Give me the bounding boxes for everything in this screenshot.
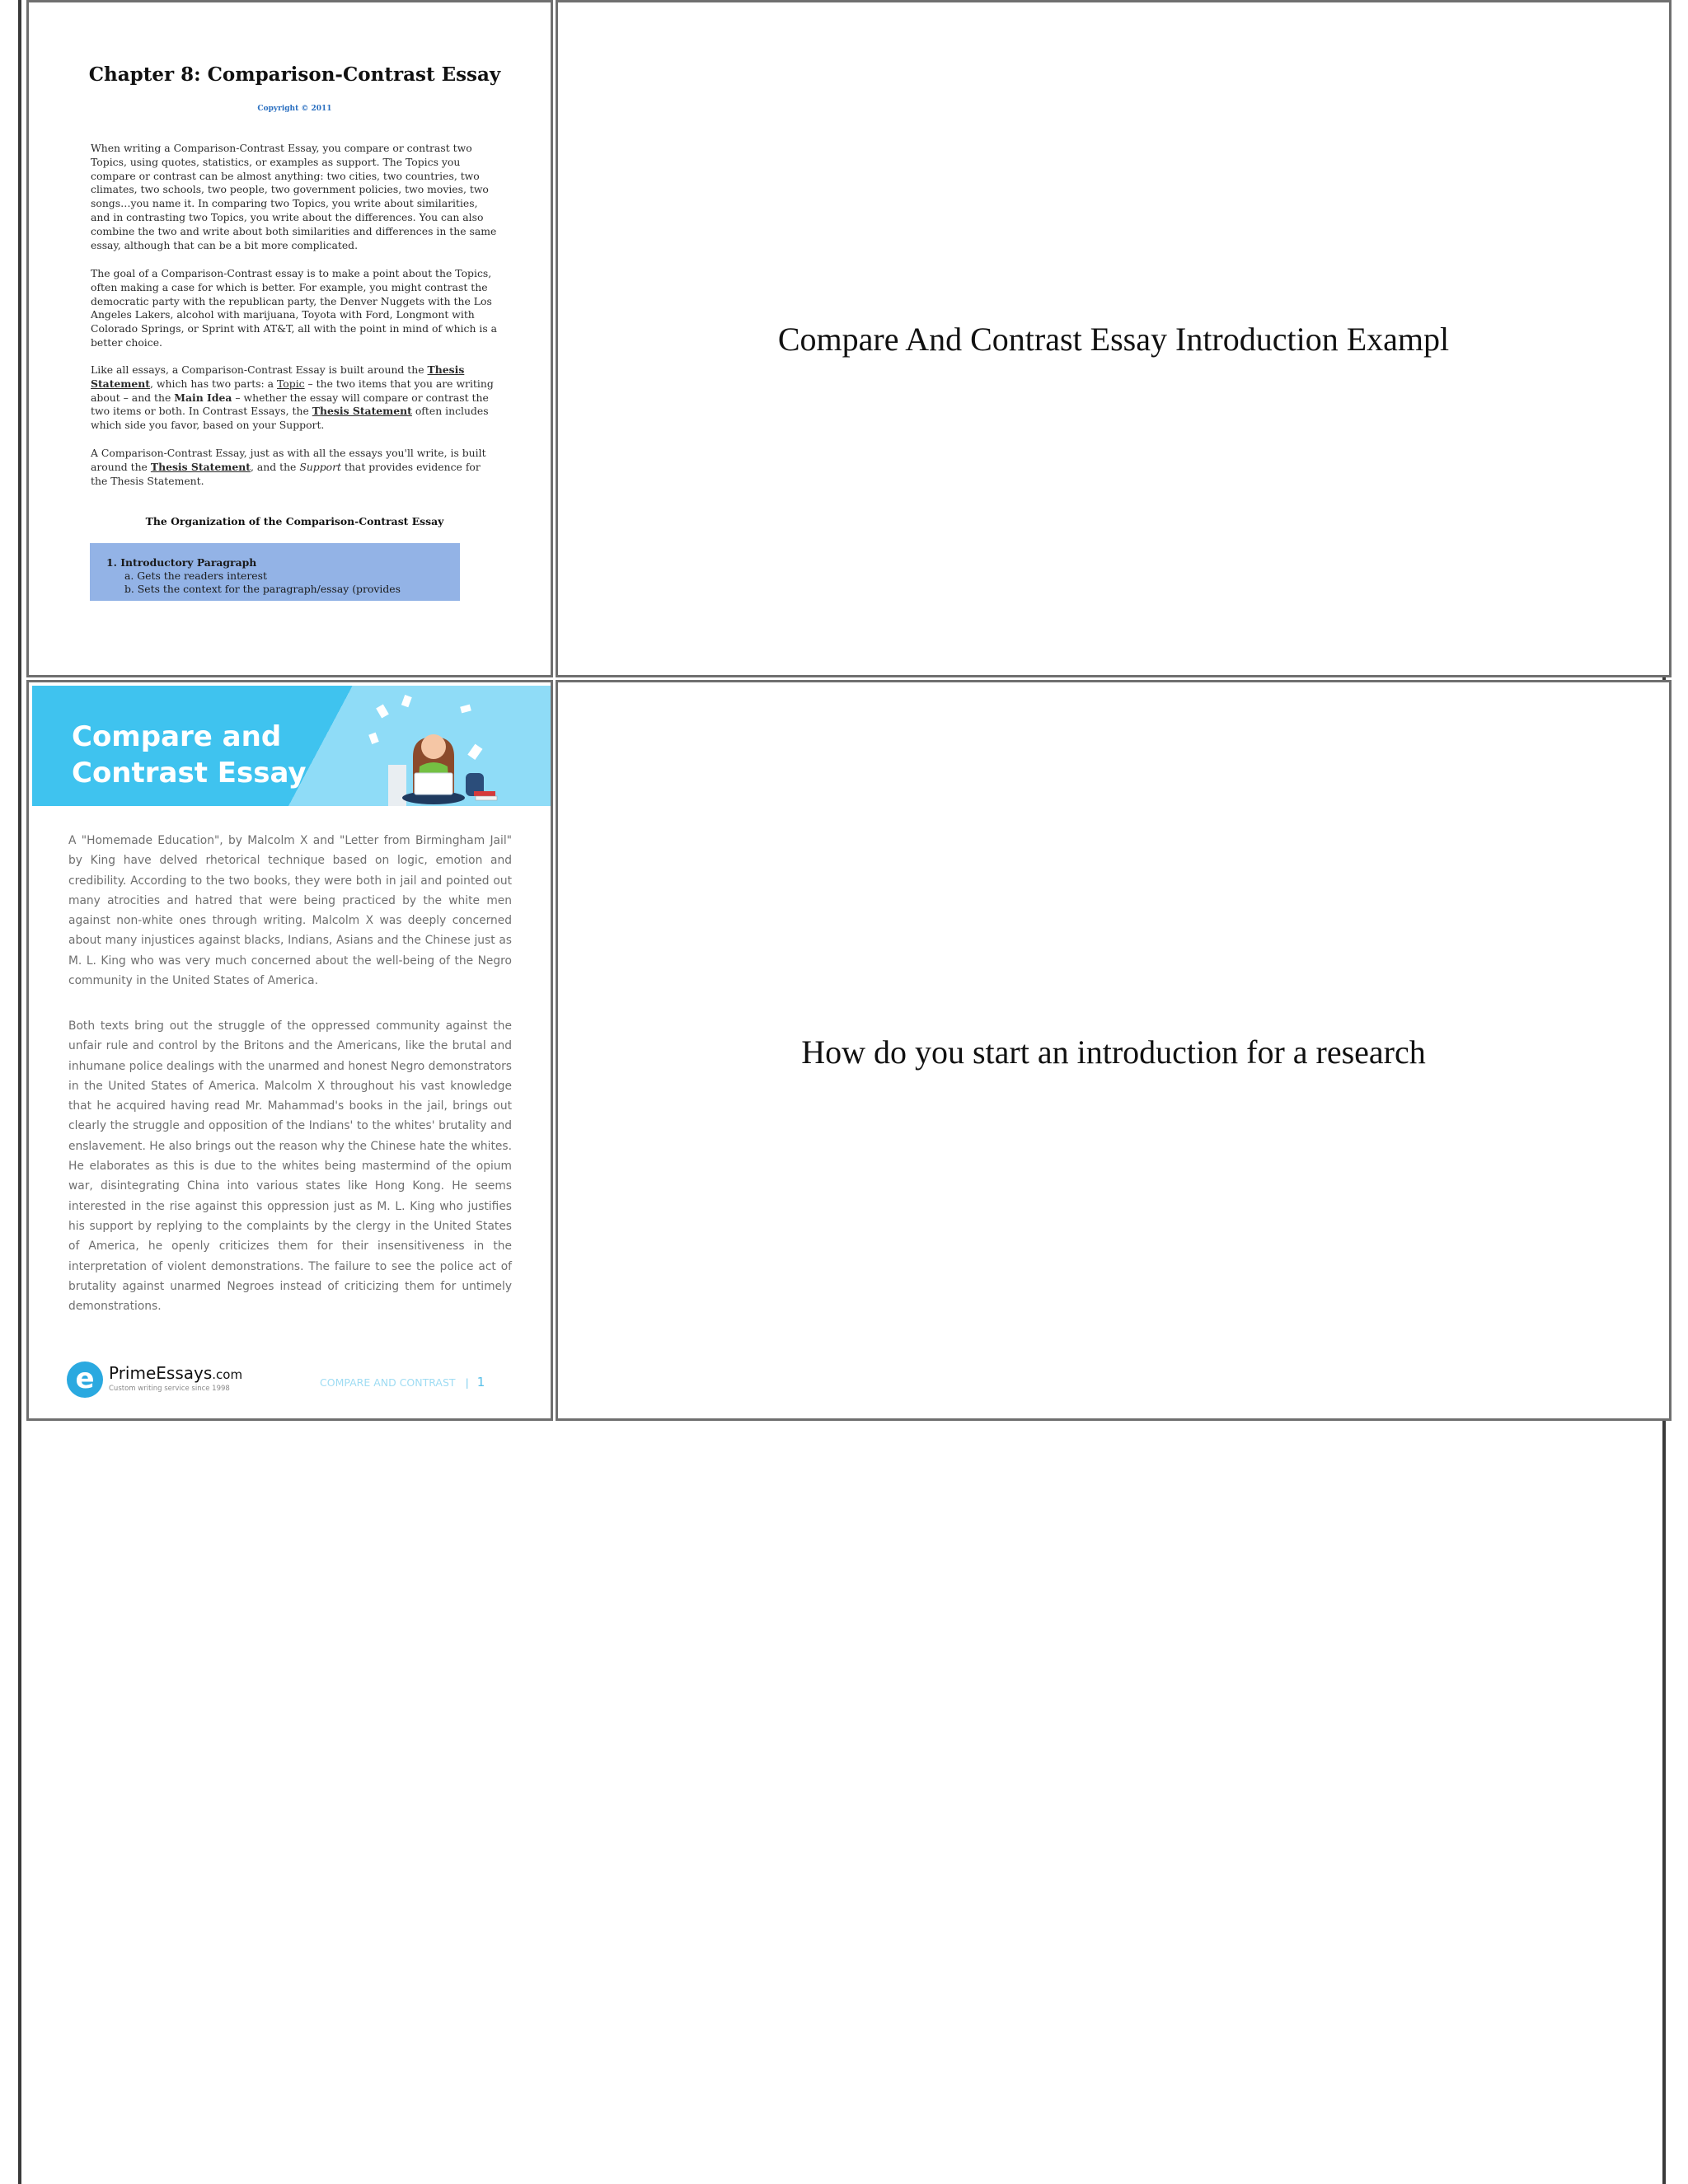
thesis-statement-term-2: Thesis Statement <box>312 405 412 418</box>
banner <box>32 686 551 806</box>
book-icon-2 <box>476 796 497 800</box>
p3-text-b: , which has two parts: a <box>150 377 277 390</box>
copyright-line: Copyright © 2011 <box>257 105 332 113</box>
page-footer <box>320 1375 485 1390</box>
caption-cell-1[interactable] <box>556 0 1672 677</box>
brand-domain: .com <box>212 1367 243 1382</box>
outline-item-b: b. Sets the context for the paragraph/essay (provides <box>124 583 401 595</box>
student-illustration <box>354 686 518 806</box>
paragraph-2: The goal of a Comparison-Contrast essay is to make a point about the Topics, often making a case for which is better. For example, you might contrast the democratic party with the republican party, the Denver Nuggets with the Los Angeles Lakers, alcohol with marijuana, Toyota with Ford, Longmont with Colorado Springs, or Sprint with AT&T, all with the point in mind of which is a better choice. <box>91 267 498 349</box>
brand-name <box>109 1363 242 1383</box>
paragraph-1: When writing a Comparison-Contrast Essay, you compare or contrast two Topics, using quotes, statistics, or examples as support. The Topics you compare or contrast can be almost anything: two cities, two countries, two climates, two schools, two people, two government policies, two movies, two songs…you name it. In comparing two Topics, you write about similarities, and in contrasting two Topics, you write about the differences. You can also combine the two and write about both similarities and differences in the same essay, although that can be a bit more complicated. <box>91 142 497 251</box>
p4-text-b: , and the <box>250 460 300 473</box>
p3-text-d: – whether the essay will compare or contrast the two items or both. In Contrast Essays, the <box>91 391 489 418</box>
caption-text: Compare And Contrast Essay Introduction Exampl <box>777 321 1450 358</box>
organization-heading: The Organization of the Comparison-Contrast Essay <box>145 515 444 527</box>
face-icon <box>421 734 446 759</box>
chapter-title: Chapter 8: Comparison-Contrast Essay <box>88 63 501 86</box>
paragraph-4 <box>91 447 499 488</box>
p3-text-a: Like all essays, a Comparison-Contrast Essay is built around the <box>91 363 428 376</box>
primeessays-logo-icon <box>67 1361 103 1398</box>
outline-item-1: 1. Introductory Paragraph <box>106 556 257 569</box>
p3-text-e: often includes which side you favor, based on your Support. <box>91 405 489 432</box>
logo-letter: e <box>75 1362 95 1395</box>
footer-label: COMPARE AND CONTRAST <box>320 1376 456 1389</box>
thesis-statement-term-3: Thesis Statement <box>150 460 251 473</box>
outline-box <box>90 543 460 601</box>
brand-tagline: Custom writing service since 1998 <box>109 1385 230 1393</box>
p3-text-c: – the two items that you are writing about – and the <box>91 377 494 404</box>
banner-title-line-2: Contrast Essay <box>72 757 307 790</box>
thumbnail-chapter-8[interactable] <box>26 0 553 677</box>
caption-text: How do you start an introduction for a research <box>801 1033 1426 1071</box>
outline-item-a: a. Gets the readers interest <box>124 569 267 582</box>
caption-cell-2[interactable] <box>556 680 1672 1421</box>
banner-title <box>72 719 307 791</box>
p4-text-a: A Comparison-Contrast Essay, just as with all the essays you'll write, is built around the <box>91 447 486 473</box>
p4-text-c: that provides evidence for the Thesis Statement. <box>91 460 481 487</box>
book-icon <box>474 791 495 796</box>
thumbnail-prime-essays[interactable] <box>26 680 553 1421</box>
paper-stack-icon <box>388 765 406 806</box>
footer-separator: | <box>465 1376 469 1389</box>
laptop-icon <box>415 773 452 794</box>
banner-title-line-1: Compare and <box>72 720 282 753</box>
essay-paragraph-2: Both texts bring out the struggle of the oppressed community against the unfair rule and control by the Britons and the Americans, like the brutal and inhumane police dealings with the unarmed and honest Negro demonstrators in the United States of America. Malcolm X throughout his vast knowledge that he acquired having read Mr. Mahammad's books in the jail, brings out clearly the struggle and opposition of the Indians' to the whites' brutality and enslavement. He also brings out the reason why the Chinese hate the whites. He elaborates as this is due to the whites being mastermind of the opium war, disintegrating China into various states like Hong Kong. He seems interested in the rise against this oppression just as M. L. King who justifies his support by replying to the complaints by the clergy in the United States of America, he openly criticizes them for their insensitiveness in the interpretation of violent demonstrations. The failure to see the police act of brutality against unarmed Negroes instead of criticizing them for untimely demonstrations. <box>68 1019 512 1314</box>
topic-term: Topic <box>277 377 305 390</box>
essay-paragraph-1: A "Homemade Education", by Malcolm X and "Letter from Birmingham Jail" by King have delved rhetorical technique based on logic, emotion and credibility. According to the two books, they were both in jail and pointed out many atrocities and hatred that were being practiced by the white men against non-white ones through writing. Malcolm X was deeply concerned about many injustices against blacks, Indians, Asians and the Chinese just as M. L. King who was very much concerned about the well-being of the Negro community in the United States of America. <box>68 834 512 988</box>
paragraph-3 <box>91 363 499 433</box>
support-term: Support <box>299 460 342 473</box>
brand-name-text: PrimeEssays <box>109 1363 213 1383</box>
page-number: 1 <box>476 1375 485 1390</box>
main-idea-term: Main Idea <box>174 391 232 404</box>
thesis-statement-term: Thesis Statement <box>91 363 465 390</box>
